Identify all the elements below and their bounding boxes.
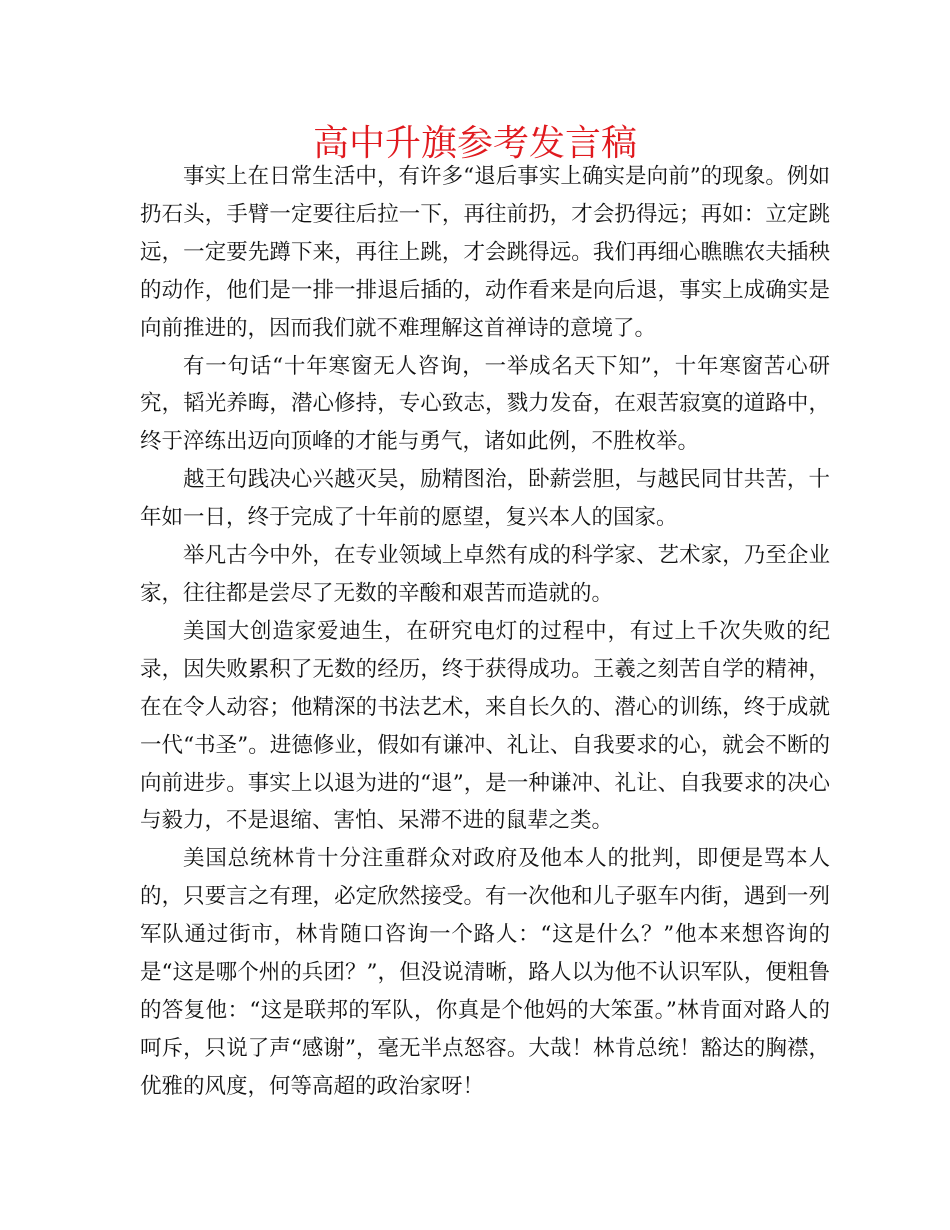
paragraph: 美国总统林肯十分注重群众对政府及他本人的批判，即便是骂本人的，只要言之有理，必定欣然接受。有一次他和儿子驱车内街，遇到一列军队通过街市，林肯随口咨询一个路人：“这是什么？”他本来想咨询的是“这是哪个州的兵团？”，但没说清晰，路人以为他不认识军队，便粗鲁的答复他：“这是联邦的军队，你真是个他妈的大笨蛋。”林肯面对路人的呵斥，只说了声“感谢”，毫无半点怒容。大哉！林肯总统！豁达的胸襟，优雅的风度，何等高超的政治家呀！ [140, 846, 830, 1099]
paragraph: 举凡古今中外，在专业领域上卓然有成的科学家、艺术家，乃至企业家，往往都是尝尽了无数的辛酸和艰苦而造就的。 [140, 543, 830, 606]
document-body [140, 158, 830, 1106]
paragraph: 事实上在日常生活中，有许多“退后事实上确实是向前”的现象。例如扔石头，手臂一定要往后拉一下，再往前扔，才会扔得远；再如：立定跳远，一定要先蹲下来，再往上跳，才会跳得远。我们再细心瞧瞧农夫插秧的动作，他们是一排一排退后插的，动作看来是向后退，事实上成确实是向前推进的，因而我们就不难理解这首禅诗的意境了。 [140, 164, 830, 341]
paragraph: 美国大创造家爱迪生，在研究电灯的过程中，有过上千次失败的纪录，因失败累积了无数的经历，终于获得成功。王羲之刻苦自学的精神，在在令人动容；他精深的书法艺术，来自长久的、潜心的训练，终于成就一代“书圣”。进德修业，假如有谦冲、礼让、自我要求的心，就会不断的向前进步。事实上以退为进的“退”，是一种谦冲、礼让、自我要求的决心与毅力，不是退缩、害怕、呆滞不进的鼠辈之类。 [140, 618, 830, 834]
paragraph: 有一句话“十年寒窗无人咨询，一举成名天下知”，十年寒窗苦心研究，韬光养晦，潜心修持，专心致志，戮力发奋，在艰苦寂寞的道路中，终于淬练出迈向顶峰的才能与勇气，诸如此例，不胜枚举。 [140, 353, 830, 455]
document-title: 高中升旗参考发言稿 [312, 123, 637, 164]
paragraph: 越王句践决心兴越灭吴，励精图治，卧薪尝胆，与越民同甘共苦，十年如一日，终于完成了十年前的愿望，复兴本人的国家。 [140, 467, 830, 531]
